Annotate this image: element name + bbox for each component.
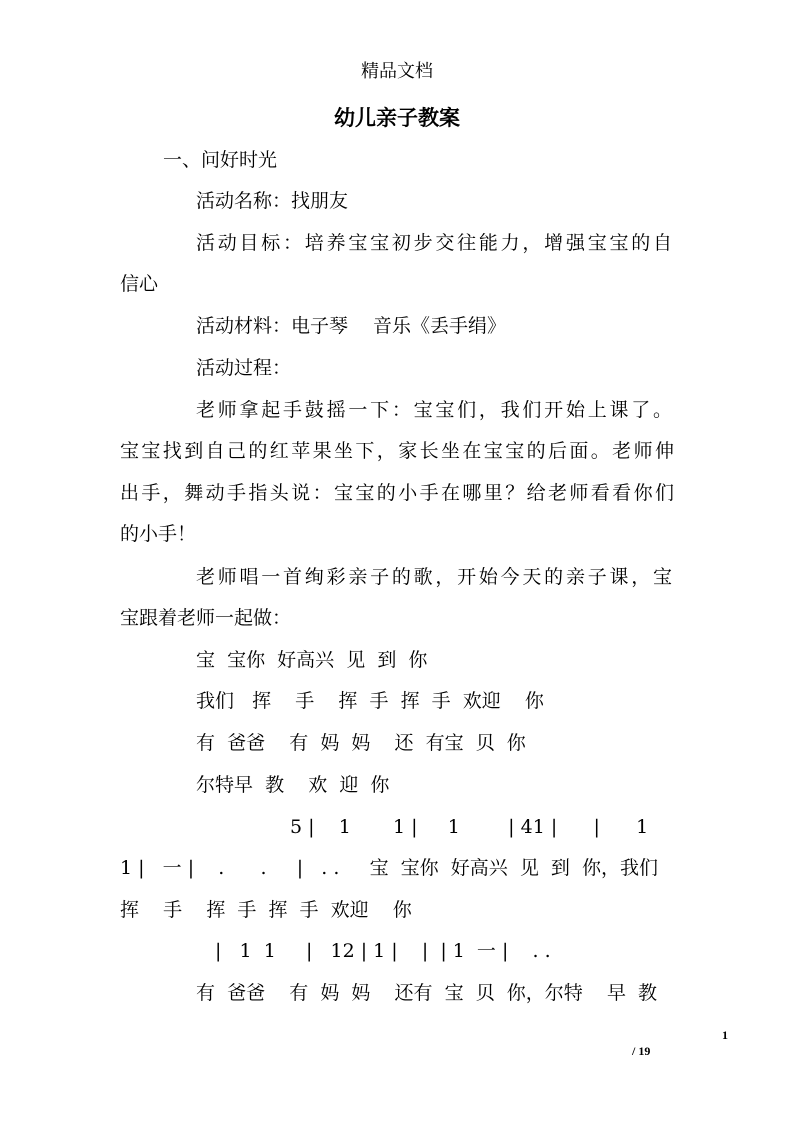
notation-line-1: 5 | 1 1 | 1 | 41 | | 1 [290,816,649,838]
notation-line-3: 挥 手 挥 手 挥 手 欢迎 你 [120,899,412,921]
song-line-3: 有 爸爸 有 妈 妈 还 有宝 贝 你 [196,732,526,754]
paragraph-1-line-4: 的小手！ [120,523,197,545]
section-heading: 一、问好时光 [163,149,278,171]
notation-line-2: 1 | 一 | . . | . . 宝 宝你 好高兴 见 到 你，我们 [120,857,658,879]
song-line-2: 我们 挥 手 挥 手 挥 手 欢迎 你 [196,690,544,712]
activity-goal-line-2: 信心 [120,273,159,295]
activity-materials: 活动材料：电子琴 音乐《丢手绢》 [196,315,507,337]
paragraph-1-line-2: 宝宝找到自己的红苹果坐下，家长坐在宝宝的后面。老师伸 [120,440,674,462]
page-total: / 19 [632,1044,651,1058]
paragraph-1-line-1: 老师拿起手鼓摇一下：宝宝们，我们开始上课了。 [196,399,672,421]
page-header: 精品文档 [361,61,433,82]
activity-name: 活动名称：找朋友 [196,190,349,212]
paragraph-1-line-3: 出手，舞动手指头说：宝宝的小手在哪里？给老师看看你们 [120,482,674,504]
activity-process: 活动过程： [196,357,292,379]
notation-line-4: | 1 1 | 12 | 1 | | | 1 一 | . . [215,940,551,962]
document-title: 幼儿亲子教案 [334,105,460,130]
page-number: 1 [722,1028,728,1042]
song-line-4: 尔特早 教 欢 迎 你 [196,774,390,796]
paragraph-2-line-2: 宝跟着老师一起做： [120,607,292,629]
paragraph-2-line-1: 老师唱一首绚彩亲子的歌，开始今天的亲子课，宝 [196,566,672,588]
activity-goal-line-1: 活动目标：培养宝宝初步交往能力，增强宝宝的自 [196,232,672,254]
notation-line-5: 有 爸爸 有 妈 妈 还有 宝 贝 你，尔特 早 教 [196,982,658,1004]
song-line-1: 宝 宝你 好高兴 见 到 你 [196,649,428,671]
